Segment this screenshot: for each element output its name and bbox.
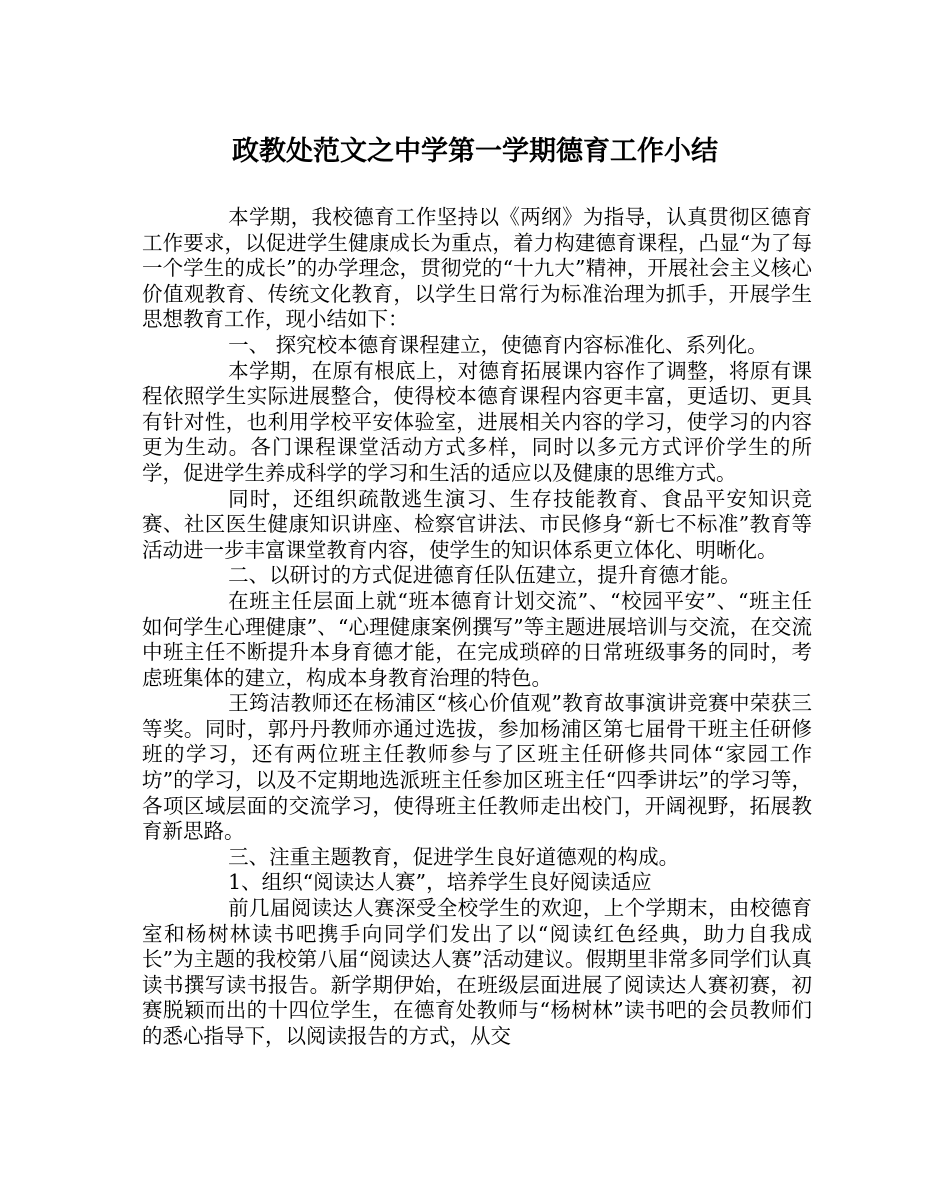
subsection-heading-1: 1、组织“阅读达人赛”，培养学生良好阅读适应 [228, 870, 652, 895]
document-body [142, 205, 812, 1050]
paragraph: 本学期，在原有根底上，对德育拓展课内容作了调整，将原有课程依照学生实际进展整合，使得校本德育课程内容更丰富，更适切、更具有针对性，也利用学校平安体验室，进展相关内容的学习，使学习的内容更为生动。各门课程课堂活动方式多样，同时以多元方式评价学生的所学，促进学生养成科学的学习和生活的适应以及健康的思维方式。 [142, 358, 812, 485]
paragraph: 同时，还组织疏散逃生演习、生存技能教育、食品平安知识竞赛、社区医生健康知识讲座、检察官讲法、市民修身“新七不标准”教育等活动进一步丰富课堂教育内容，使学生的知识体系更立体化、明晰化。 [142, 486, 812, 562]
section-heading-1: 一、 探究校本德育课程建立，使德育内容标准化、系列化。 [228, 332, 768, 357]
paragraph-intro: 本学期，我校德育工作坚持以《两纲》为指导，认真贯彻区德育工作要求，以促进学生健康成长为重点，着力构建德育课程，凸显“为了每一个学生的成长”的办学理念，贯彻党的“十九大”精神，开展社会主义核心价值观教育、传统文化教育，以学生日常行为标准治理为抓手，开展学生思想教育工作，现小结如下： [142, 205, 812, 332]
paragraph: 王筠洁教师还在杨浦区“核心价值观”教育故事演讲竞赛中荣获三等奖。同时，郭丹丹教师亦通过选拔，参加杨浦区第七届骨干班主任研修班的学习，还有两位班主任教师参与了区班主任研修共同体“家园工作坊”的学习，以及不定期地选派班主任参加区班主任“四季讲坛”的学习等，各项区域层面的交流学习，使得班主任教师走出校门，开阔视野，拓展教育新思路。 [142, 691, 812, 844]
paragraph: 前几届阅读达人赛深受全校学生的欢迎，上个学期末，由校德育室和杨树林读书吧携手向同学们发出了以“阅读红色经典，助力自我成长”为主题的我校第八届“阅读达人赛”活动建议。假期里非常多同学们认真读书撰写读书报告。新学期伊始，在班级层面进展了阅读达人赛初赛，初赛脱颖而出的十四位学生，在德育处教师与“杨树林”读书吧的会员教师们的悉心指导下，以阅读报告的方式，从交 [142, 896, 812, 1048]
section-heading-3: 三、注重主题教育，促进学生良好道德观的构成。 [228, 844, 680, 869]
paragraph: 在班主任层面上就“班本德育计划交流”、“校园平安”、“班主任如何学生心理健康”、“心理健康案例撰写”等主题进展培训与交流，在交流中班主任不断提升本身育德才能，在完成琐碎的日常班级事务的同时，考虑班集体的建立，构成本身教育治理的特色。 [142, 588, 812, 690]
section-heading-2: 二、以研讨的方式促进德育任队伍建立，提升育德才能。 [228, 563, 741, 588]
document-title: 政教处范文之中学第一学期德育工作小结 [232, 136, 718, 167]
